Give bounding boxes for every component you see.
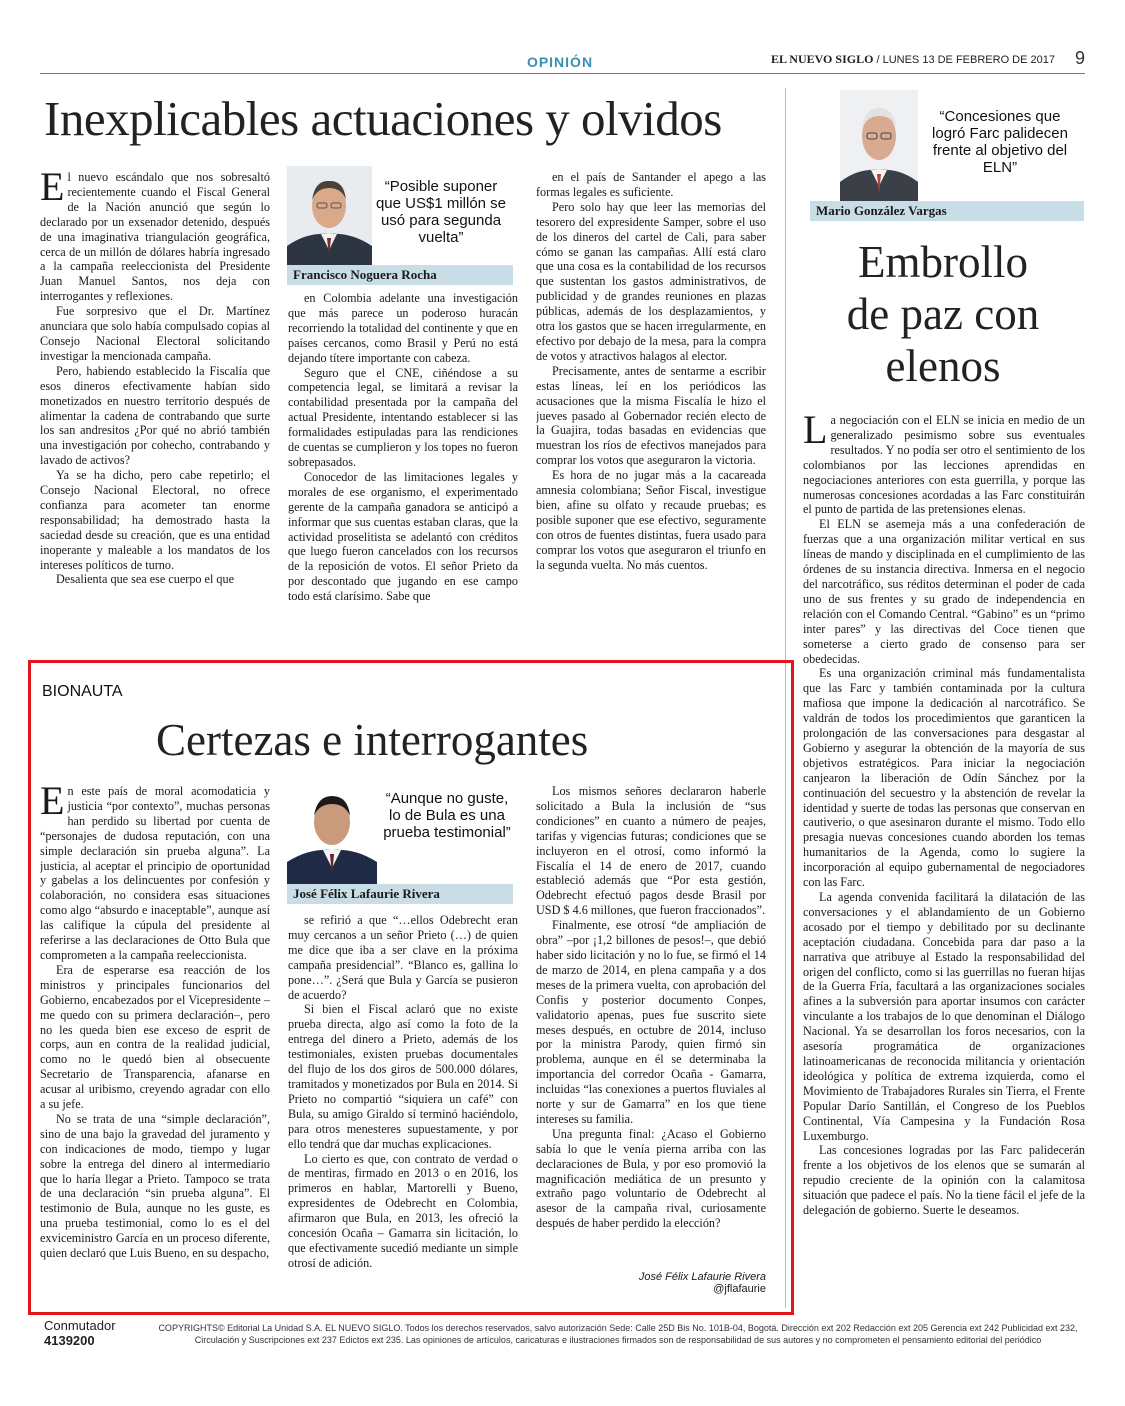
paragraph: en el país de Santander el apego a las formas legales es suficiente. (536, 170, 766, 199)
paragraph: en Colombia adelante una investigación que más parece un poderoso huracán recorriendo la totalidad del continente y que en países cercanos, como Brasil y Perú no está dejando títere importante con cabeza. (288, 291, 518, 365)
paragraph: Seguro que el CNE, ciñéndose a su competencia legal, se limitará a revisar la contabilidad presentada por la campaña del actual Presidente, intentando establecer si las formalidades estipuladas para las rendiciones de cuentas se cumplieron y los topes no fueron sobrepasados. (288, 365, 518, 469)
article3-headline-line: elenos (885, 341, 1001, 391)
article2-col1 (40, 784, 270, 1302)
paragraph: se refirió a que “…ellos Odebrecht eran muy cercanos a un señor Prieto (…) de quien me dice que iba a ser clave en la próxima campaña presidencial”. “Blanco es, gallina lo pone…”. ¿Será que Bula y García se pusieron de acuerdo? (288, 913, 518, 1002)
article2-pullquote: “Aunque no guste, lo de Bula es una prueba testimonial” (383, 790, 511, 841)
switchboard-number: 4139200 (44, 1333, 95, 1348)
paragraph: La agenda convenida facilitará la dilatación de las conversaciones y el ablandamiento de un Gobierno acosado por el tiempo y debilitado por su declinante aceptación ciudadana. Concebida para dar paso a la narrativa que atribuye al Estado la responsabilidad del origen del conflicto, como si las guerrillas no fueran hijas de la Guerra Fría, facultará a las organizaciones sociales afines a la subversión para aportar insumos con carácter vinculante a los trabajos de lo que denominan el Diálogo Nacional. Ya se desarrollan los foros necesarios, con la asesoría programática de organizaciones latinoamericanas de reconocida militancia y orientación ideológica y política de extrema izquierda, como el Movimiento de Trabajadores Rurales sin Tierra, el Frente Popular Darío Santillán, el Congreso de los Pueblos Continental, Vía Campesina y la Fundación Rosa Luxemburgo. (803, 890, 1085, 1143)
section-label: OPINIÓN (526, 54, 594, 70)
article1-headline: Inexplicables actuaciones y olvidos (44, 91, 722, 146)
article3-headline-line: de paz con (846, 289, 1040, 339)
article3-author-box (810, 90, 1085, 225)
masthead (771, 52, 1055, 67)
paragraph: Los mismos señores declararon haberle solicitado a Bula la inclusión de “sus condiciones” en cuanto a número de peajes, tarifas y vigencias futuras; condiciones que se incluyeron en el otrosí, como informó la Fiscalía el 14 de enero de 2017, cuando estableció además que “Por esta gestión, Odebrecht efectuó pagos desde Brasil por USD $ 4.6 millones, que fueron fraccionados”. (536, 784, 766, 918)
paragraph: Desalienta que sea ese cuerpo el que (56, 572, 234, 587)
paragraph: Fue sorpresivo que el Dr. Martínez anunciara que solo había compulsado copias al Consejo Nacional Electoral solicitando investigar la mencionada campaña. (40, 304, 270, 363)
article2-signature: José Félix Lafaurie Rivera (638, 1271, 766, 1283)
paragraph: Lo cierto es que, con contrato de verdad o de mentiras, firmado en 2013 o en 2016, los primeros en hablar, Martorelli y Bueno, expresidentes de Odebrecht en Colombia, afirmaron que Bula, en 2013, les ofreció la concesión Ocaña – Gamarra sin licitación, lo que efectivamente sucedió mediante un simple otrosí de adición. (288, 1151, 518, 1270)
article2-author-box (287, 780, 519, 904)
article3-author-name: Mario González Vargas (810, 201, 1084, 221)
switchboard (44, 1318, 116, 1348)
article1-col3 (536, 170, 766, 648)
author-photo (287, 784, 377, 884)
author-photo (287, 166, 372, 266)
paragraph: Las concesiones logradas por las Farc palidecerán frente a los objetivos de los elenos que se sumarán al repudio creciente de la opinión con la calamitosa situación que padece el país. No la tiene fácil el jefe de la delegación de gobierno. Suerte le deseamos. (803, 1143, 1085, 1218)
article3-headline-line: Embrollo (858, 237, 1028, 287)
article2-headline: Certezas e interrogantes (156, 715, 589, 765)
issue-date: / LUNES 13 DE FEBRERO DE 2017 (873, 54, 1055, 66)
article1-col2 (288, 291, 518, 648)
paragraph: El nuevo escándalo que nos sobresaltó recientemente cuando el Fiscal General de la Nación anunció que según lo declarado por un exsenador detenido, después de una imaginativa triangulación geográfica, cerca de un millón de dólares habría ingresado a la campaña reeleccionista del Presidente Juan Manuel Santos, nos deja con interrogantes y reflexiones. (40, 170, 270, 304)
author-photo (840, 90, 918, 202)
article3-headline (798, 236, 1088, 392)
paragraph: Precisamente, antes de sentarme a escribir estas líneas, leí en los periódicos las acusaciones que la misma Fiscalía le hizo el jueves pasado al Gobernador recién electo de la Guajira, todas basadas en evidencias que muestran los ríos de efectivos manejados para comprar los votos que aseguraron la victoria. (536, 363, 766, 468)
portrait-image (287, 166, 372, 266)
paragraph: Una pregunta final: ¿Acaso el Gobierno sabía lo que le venía pierna arriba con las declaraciones de Bula, y por eso promovió la magnificación mediática de un presunto y extraño pago voluntario de Odebrecht al asesor de la campaña rival, curiosamente después de haber perdido la elección? (536, 1126, 766, 1231)
paragraph: La negociación con el ELN se inicia en medio de un generalizado pesimismo sobre sus eventuales resultados. Y no podía ser otro el sentimiento de los colombianos por las lecciones aprendidas en negociaciones anteriores con esta guerrilla, y porque las numerosas concesiones acordadas a las Farc constituirán el punto de partida de las pretensiones elenas. (803, 413, 1085, 517)
article1-author-box (287, 166, 519, 286)
paragraph: Si bien el Fiscal aclaró que no existe prueba directa, algo así como la foto de la entrega del dinero a Prieto, además de los testimoniales, existen pruebas documentales del flujo de los dos giros de 500.000 dólares, tramitados y monetizados por Bula en 2014. Si Prieto no compartió “siquiera un café” con Bula, su amigo Giraldo sí terminó haciéndolo, para otros menesteres supuestamente, y por ello tendrá que dar muchas explicaciones. (288, 1002, 518, 1151)
paragraph: Pero solo hay que leer las memorias del tesorero del expresidente Samper, sobre el uso de los dineros del cartel de Cali, para saber cómo se ganan las campañas. Allí está claro que una cosa es la contabilidad de los recursos que sustentan los gastos administrativos, de publicidad y de grandes reuniones en plazas públicas, además de los desplazamientos, y otra los gastos que se hacen irregularmente, en efectivo por debajo de la mesa, para la compra de votos y atractivos halagos al elector. (536, 199, 766, 363)
paragraph: Pero, habiendo establecido la Fiscalía que esos dineros efectivamente habían sido monetizados en nuestro territorio después de alimentar la cadena de contrabando que surte los san andresitos ¿Por qué no abrió también una investigación por cohecho, contrabando y lavado de activos? (40, 363, 270, 468)
article1-col1 (40, 170, 270, 648)
article3-pullquote: “Concesiones que logró Farc palidecen frente al objetivo del ELN” (932, 108, 1068, 176)
copyright-notice: COPYRIGHTS© Editorial La Unidad S.A. EL NUEVO SIGLO. Todos los derechos reservados, salvo autorización Sede: Calle 25D Bis No. 101B-04, Bogotá. Dirección ext 202 Redacción ext 205 Gerencia ext 242 Publicidad ext 232, Circulación y Suscripciones ext 237 Edictos ext 235. Las opiniones de artículos, caricaturas e ilustraciones firmados son de responsabilidad de sus autores y no comprometen el pensamiento editorial del periódico (158, 1323, 1078, 1345)
article1-author-name: Francisco Noguera Rocha (287, 265, 513, 285)
article2-col3 (536, 784, 766, 1274)
paragraph: Finalmente, ese otrosí “de ampliación de obra” –por ¡1,2 billones de pesos!–, que debió haber sido licitación y no lo fue, se firmó el 14 de marzo de 2014, en plena campaña y a dos meses de la primera vuelta, con aprobación del Confis y posterior documento Conpes, validatorio apenas, pues fue suscrito siete meses después, en octubre de 2014, incluso por la ministra Parody, quien firmó sin problema, aunque en él se determinaba la importancia del corredor Ocaña - Gamarra, incluidas “las conexiones a puertos fluviales al norte y sur de Gamarra” en los que tiene intereses su familia. (536, 918, 766, 1126)
paragraph: Era de esperarse esa reacción de los ministros y principales funcionarios del Gobierno, encabezados por el Vicepresidente –me quedo con su primera declaración–, pero no les queda bien ese exceso de esprit de corps, aun en contra de la realidad judicial, como no le quedó bien al obsecuente Secretario de Transparencia, afanarse en acusar al uribismo, creyendo agradar con ello a su jefe. (40, 962, 270, 1112)
paragraph: Es una organización criminal más fundamentalista que las Farc y también contaminada por la cultura mafiosa que impone la dedicación al narcotráfico. Se valdrán de todos los procedimientos que garanticen la prolongación de las conversaciones para desgastar al Gobierno y asegurar la obtención de la mayoría de sus objetivos estratégicos. Para iniciar la negociación canjearon la liberación de Odín Sánchez por la continuación del secuestro y la abstención de revelar la identidad y suerte de todas las personas que conservan en cautiverio, o que asesinaron durante el mismo. Todo ello presagia nuevas concesiones cuando aborden los temas humanitarios de la Agenda, como lo sugiere la incorporación al equipo gubernamental de negociadores con las Farc. (803, 666, 1085, 890)
paragraph: No se trata de una “simple declaración”, sino de una bajo la gravedad del juramento y con indicaciones de modo, tiempo y lugar sobre la entrega del dinero al intermediario que lo haría llegar a Prieto. Tampoco se trata de una declaración “sin prueba alguna”. El testimonio de Bula, aunque no les guste, es una prueba testimonial, como lo es el del exviceministro García en un proceso diferente, quien declaró que Luis Bueno, en su despacho, (40, 1111, 270, 1261)
paragraph: El ELN se asemeja más a una confederación de fuerzas que a una organización militar vertical en sus líneas de mando y disciplinada en el cumplimiento de las órdenes de su instancia directiva. Inmersa en el negocio del narcotráfico, sus réditos determinan el poder de cada uno de sus frentes y su grado de independencia en relación con el Comando Central. “Gabino” es un “primo inter pares” y las directivas del Coce tienen que someterse a cierto grado de consenso para ser obedecidas. (803, 517, 1085, 666)
paragraph: Ya se ha dicho, pero cabe repetirlo; el Consejo Nacional Electoral, no ofrece confianza para acometer tan enorme responsabilidad; ha demostrado hasta la saciedad desde su creación, que es una entidad inoperante y maleable a los mandatos de los intereses políticos de turno. (40, 468, 270, 572)
paragraph: Es hora de no jugar más a la cacareada amnesia colombiana; Señor Fiscal, investigue bien, afine su olfato y recaude pruebas; es posible suponer que ese efectivo, seguramente con otros de fuentes distintas, fuera usado para comprar los votos que aseguraron el triunfo en la segunda vuelta. No más cuentos. (536, 468, 766, 572)
newspaper-name: EL NUEVO SIGLO (770, 52, 874, 66)
switchboard-label: Conmutador (44, 1318, 116, 1333)
paragraph: Conocedor de las limitaciones legales y morales de ese organismo, el experimentado gerente de la campaña ganadora se anticipó a informar que sus cuentas estaban claras, que la actividad proselitista se adelantó con créditos que luego fueron cancelados con los recursos de la reposición de votos. El señor Prieto da por descontado que jugando en ese campo todo está clarísimo. Sabe que (288, 469, 518, 604)
article1-pullquote: “Posible suponer que US$1 millón se usó para segunda vuelta” (375, 178, 507, 246)
article2-signature-block (536, 1271, 766, 1295)
article3-body (803, 413, 1085, 1303)
article2-author-name: José Félix Lafaurie Rivera (287, 884, 513, 904)
article2-twitter-handle: @jflafaurie (713, 1283, 766, 1295)
header-rule (40, 73, 1085, 74)
article2-kicker: BIONAUTA (42, 683, 123, 700)
article2-col2 (288, 913, 518, 1302)
portrait-image (840, 90, 918, 202)
paragraph: En este país de moral acomodaticia y justicia “por contexto”, muchas personas han perdido su libertad por cuenta de “personajes de dudosa reputación, con una simple declaración sin prueba alguna”. La justicia, al aceptar el principio de oportunidad y gabelas a los delincuentes por confesión y colaboración, no considera esas situaciones como algo “absurdo e inaceptable”, aunque así las califique la cúpula del presidente al referirse a las declaraciones de Otto Bula que comprometen a la campaña reeleccionista. (40, 784, 270, 962)
portrait-image (287, 784, 377, 884)
page-number: 9 (1074, 48, 1085, 68)
